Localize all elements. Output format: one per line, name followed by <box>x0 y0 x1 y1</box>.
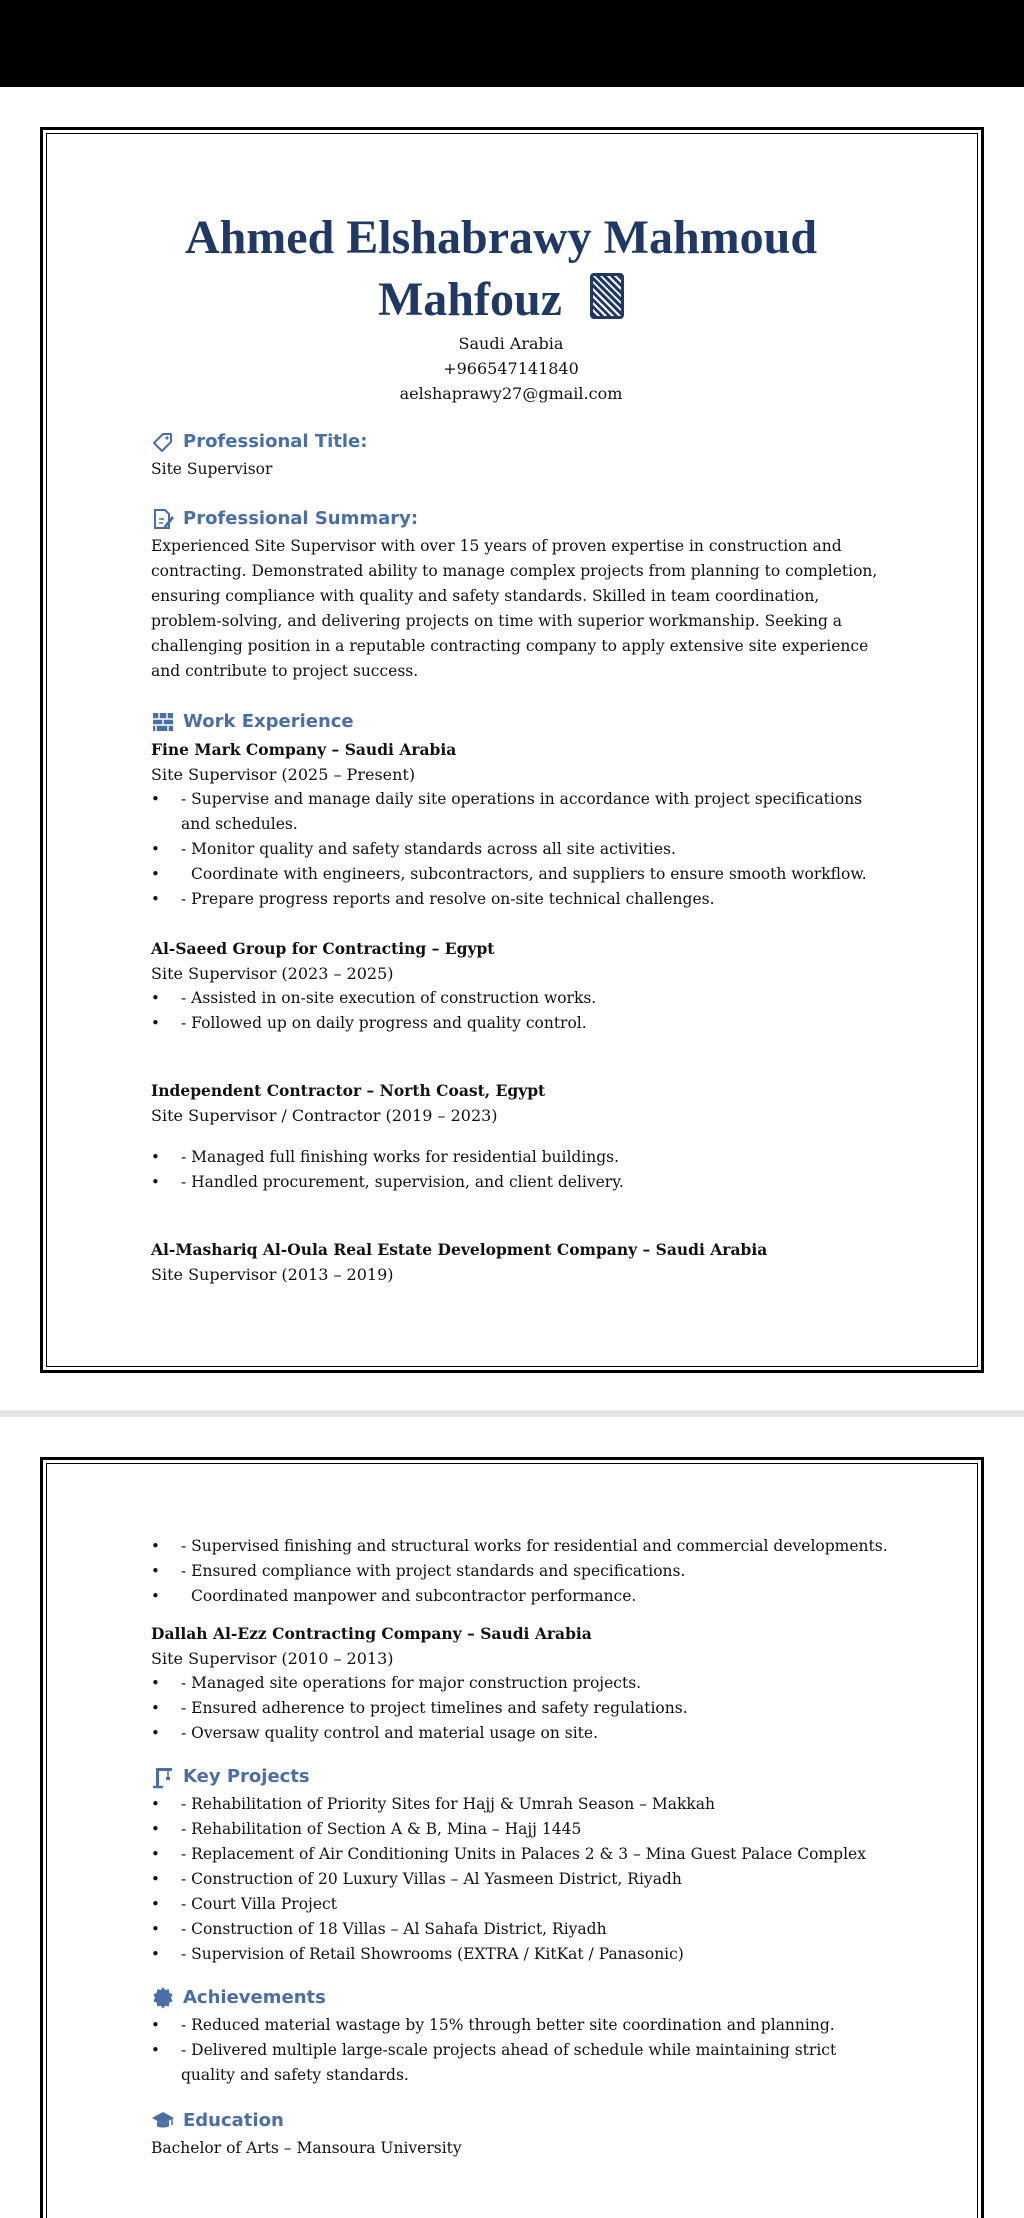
company-name: Dallah Al-Ezz Contracting Company – Saudi Arabia <box>151 1624 592 1643</box>
job-entry <box>151 737 891 912</box>
crane-icon <box>151 1765 175 1789</box>
list-item: • - Managed site operations for major construction projects. <box>151 1671 891 1696</box>
list-item: • Coordinate with engineers, subcontractors, and suppliers to ensure smooth workflow. <box>151 862 891 887</box>
job-entry <box>151 936 891 1036</box>
page-2-content <box>151 1534 891 2161</box>
job-role: Site Supervisor (2013 – 2019) <box>151 1265 394 1284</box>
job-role: Site Supervisor (2023 – 2025) <box>151 964 394 983</box>
section-heading: Professional Title: <box>183 431 368 452</box>
section-heading: Education <box>183 2110 284 2131</box>
section-heading: Work Experience <box>183 711 354 732</box>
candidate-name-text: Ahmed Elshabrawy Mahmoud Mahfouz <box>184 211 818 326</box>
job-entry <box>151 1078 891 1195</box>
list-item: • - Rehabilitation of Priority Sites for Hajj & Umrah Season – Makkah <box>151 1792 891 1817</box>
section-achievements <box>151 1985 891 2011</box>
spacer <box>151 1195 891 1237</box>
company-name: Fine Mark Company – Saudi Arabia <box>151 740 457 759</box>
job-duties <box>151 787 891 912</box>
company-name: Independent Contractor – North Coast, Egypt <box>151 1081 546 1100</box>
list-item: • - Monitor quality and safety standards across all site activities. <box>151 837 891 862</box>
list-item: • - Ensured compliance with project standards and specifications. <box>151 1559 891 1584</box>
edit-document-icon <box>151 507 175 531</box>
list-item: • - Supervised finishing and structural works for residential and commercial developments. <box>151 1534 891 1559</box>
section-professional-summary <box>151 506 891 532</box>
job-duties <box>151 1534 891 1609</box>
job-duties <box>151 1145 891 1195</box>
list-item: • - Construction of 20 Luxury Villas – Al Yasmeen District, Riyadh <box>151 1867 891 1892</box>
contact-block <box>131 331 891 406</box>
viewer-top-bar <box>0 0 1024 87</box>
section-heading: Achievements <box>183 1987 326 2008</box>
list-item: • - Supervise and manage daily site operations in accordance with project specifications and schedules. <box>151 787 891 837</box>
job-entry <box>151 1621 891 1746</box>
spacer <box>151 1036 891 1078</box>
company-name: Al-Saeed Group for Contracting – Egypt <box>151 939 495 958</box>
spacer <box>151 912 891 936</box>
section-education <box>151 2108 891 2134</box>
section-work-experience <box>151 709 891 735</box>
award-badge-icon <box>151 1986 175 2010</box>
summary-text: Experienced Site Supervisor with over 15 years of proven expertise in construction and contracting. Demonstrated ability to manage complex projects from planning to completion, ensuring compliance with quality and safety standards. Skilled in team coordination, problem-solving, and delivering projects on time with superior workmanship. Seeking a challenging position in a reputable contracting company to apply extensive site experience and contribute to project success. <box>151 537 878 680</box>
list-item: • - Construction of 18 Villas – Al Sahafa District, Riyadh <box>151 1917 891 1942</box>
spacer <box>151 1609 891 1621</box>
email: aelshaprawy27@gmail.com <box>399 384 623 403</box>
list-item: • - Followed up on daily progress and quality control. <box>151 1011 891 1036</box>
document-page-2 <box>0 1417 1024 2218</box>
list-item: • - Managed full finishing works for residential buildings. <box>151 1145 891 1170</box>
section-heading: Professional Summary: <box>183 508 419 529</box>
section-heading: Key Projects <box>183 1766 310 1787</box>
list-item: • - Ensured adherence to project timelines and safety regulations. <box>151 1696 891 1721</box>
list-item: • - Court Villa Project <box>151 1892 891 1917</box>
graduation-cap-icon <box>151 2109 175 2133</box>
list-item: • - Assisted in on-site execution of construction works. <box>151 986 891 1011</box>
spacer <box>151 1128 891 1145</box>
list-item: • - Delivered multiple large-scale projects ahead of schedule while maintaining strict quality and safety standards. <box>151 2038 891 2088</box>
list-item: • - Replacement of Air Conditioning Units in Palaces 2 & 3 – Mina Guest Palace Complex <box>151 1842 891 1867</box>
company-name: Al-Mashariq Al-Oula Real Estate Development Company – Saudi Arabia <box>151 1240 768 1259</box>
brick-wall-icon <box>151 710 175 734</box>
section-professional-title <box>151 429 891 455</box>
professional-title-value: Site Supervisor <box>151 460 273 478</box>
list-item: • - Handled procurement, supervision, and client delivery. <box>151 1170 891 1195</box>
location: Saudi Arabia <box>458 334 564 353</box>
job-role: Site Supervisor / Contractor (2019 – 2023) <box>151 1106 498 1125</box>
document-page-1 <box>0 87 1024 1410</box>
section-key-projects <box>151 1764 891 1790</box>
job-role: Site Supervisor (2025 – Present) <box>151 765 416 784</box>
tag-icon <box>151 430 175 454</box>
list-item: • - Reduced material wastage by 15% through better site coordination and planning. <box>151 2013 891 2038</box>
education-degree: Bachelor of Arts – Mansoura University <box>151 2139 462 2157</box>
list-item: • - Supervision of Retail Showrooms (EXTRA / KitKat / Panasonic) <box>151 1942 891 1967</box>
job-duties <box>151 986 891 1036</box>
projects-list <box>151 1792 891 1967</box>
document-icon <box>590 273 624 319</box>
job-role: Site Supervisor (2010 – 2013) <box>151 1649 394 1668</box>
achievements-list <box>151 2013 891 2088</box>
page-1-content <box>151 207 891 1287</box>
list-item: • - Prepare progress reports and resolve on-site technical challenges. <box>151 887 891 912</box>
candidate-name <box>131 207 871 331</box>
list-item: • - Oversaw quality control and material usage on site. <box>151 1721 891 1746</box>
phone: +966547141840 <box>443 359 579 378</box>
list-item: • - Rehabilitation of Section A & B, Mina – Hajj 1445 <box>151 1817 891 1842</box>
job-entry <box>151 1237 891 1287</box>
list-item: • Coordinated manpower and subcontractor performance. <box>151 1584 891 1609</box>
job-duties <box>151 1671 891 1746</box>
